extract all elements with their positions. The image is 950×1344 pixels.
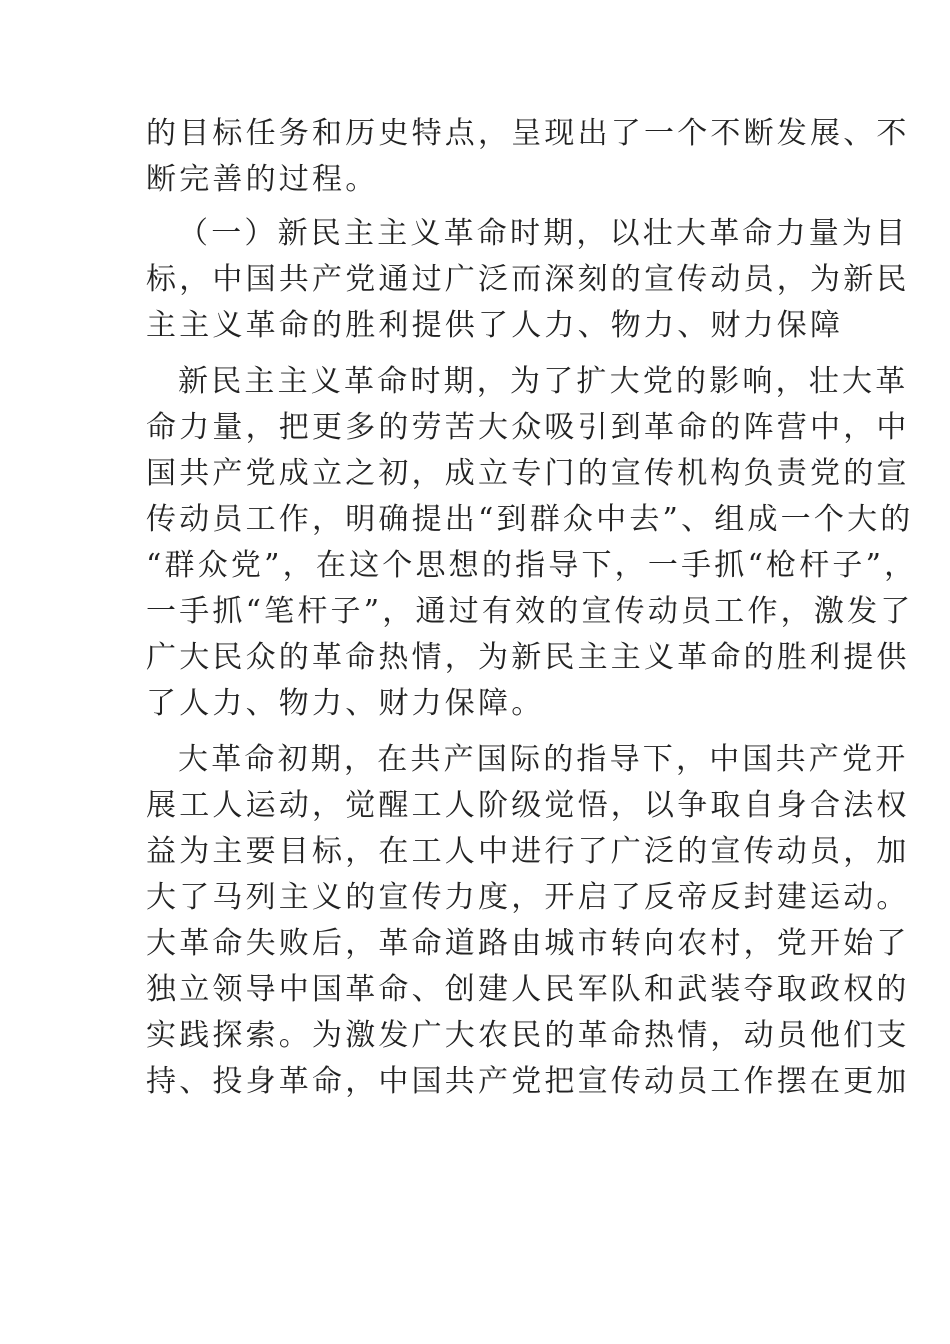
text-line: “群众党”，在这个思想的指导下，一手抓“枪杆子”， bbox=[146, 548, 918, 583]
text-line: 传动员工作，明确提出“到群众中去”、组成一个大的 bbox=[146, 502, 914, 537]
text-line: 命力量，把更多的劳苦大众吸引到革命的阵营中，中 bbox=[146, 410, 910, 445]
text-line: 新民主主义革命时期，为了扩大党的影响，壮大革 bbox=[178, 364, 909, 399]
text-line: 展工人运动，觉醒工人阶级觉悟，以争取自身合法权 bbox=[146, 788, 910, 823]
text-line: 大革命初期，在共产国际的指导下，中国共产党开 bbox=[178, 742, 909, 777]
text-line: 断完善的过程。 bbox=[146, 162, 379, 197]
section-heading-line: （一）新民主主义革命时期，以壮大革命力量为目 bbox=[178, 216, 909, 251]
section-heading-line: 标，中国共产党通过广泛而深刻的宣传动员，为新民 bbox=[146, 262, 910, 297]
text-line: 独立领导中国革命、创建人民军队和武装夺取政权的 bbox=[146, 972, 910, 1007]
text-line: 持、投身革命，中国共产党把宣传动员工作摆在更加 bbox=[146, 1064, 910, 1099]
text-line: 的目标任务和历史特点，呈现出了一个不断发展、不 bbox=[146, 116, 910, 151]
text-line: 广大民众的革命热情，为新民主主义革命的胜利提供 bbox=[146, 640, 910, 675]
text-line: 了人力、物力、财力保障。 bbox=[146, 686, 545, 721]
text-line: 一手抓“笔杆子”，通过有效的宣传动员工作，激发了 bbox=[146, 594, 914, 629]
text-line: 国共产党成立之初，成立专门的宣传机构负责党的宣 bbox=[146, 456, 910, 491]
text-line: 大了马列主义的宣传力度，开启了反帝反封建运动。 bbox=[146, 880, 910, 915]
text-line: 益为主要目标，在工人中进行了广泛的宣传动员，加 bbox=[146, 834, 910, 869]
text-line: 实践探索。为激发广大农民的革命热情，动员他们支 bbox=[146, 1018, 910, 1053]
text-line: 大革命失败后，革命道路由城市转向农村，党开始了 bbox=[146, 926, 910, 961]
section-heading-line: 主主义革命的胜利提供了人力、物力、财力保障 bbox=[146, 308, 844, 343]
